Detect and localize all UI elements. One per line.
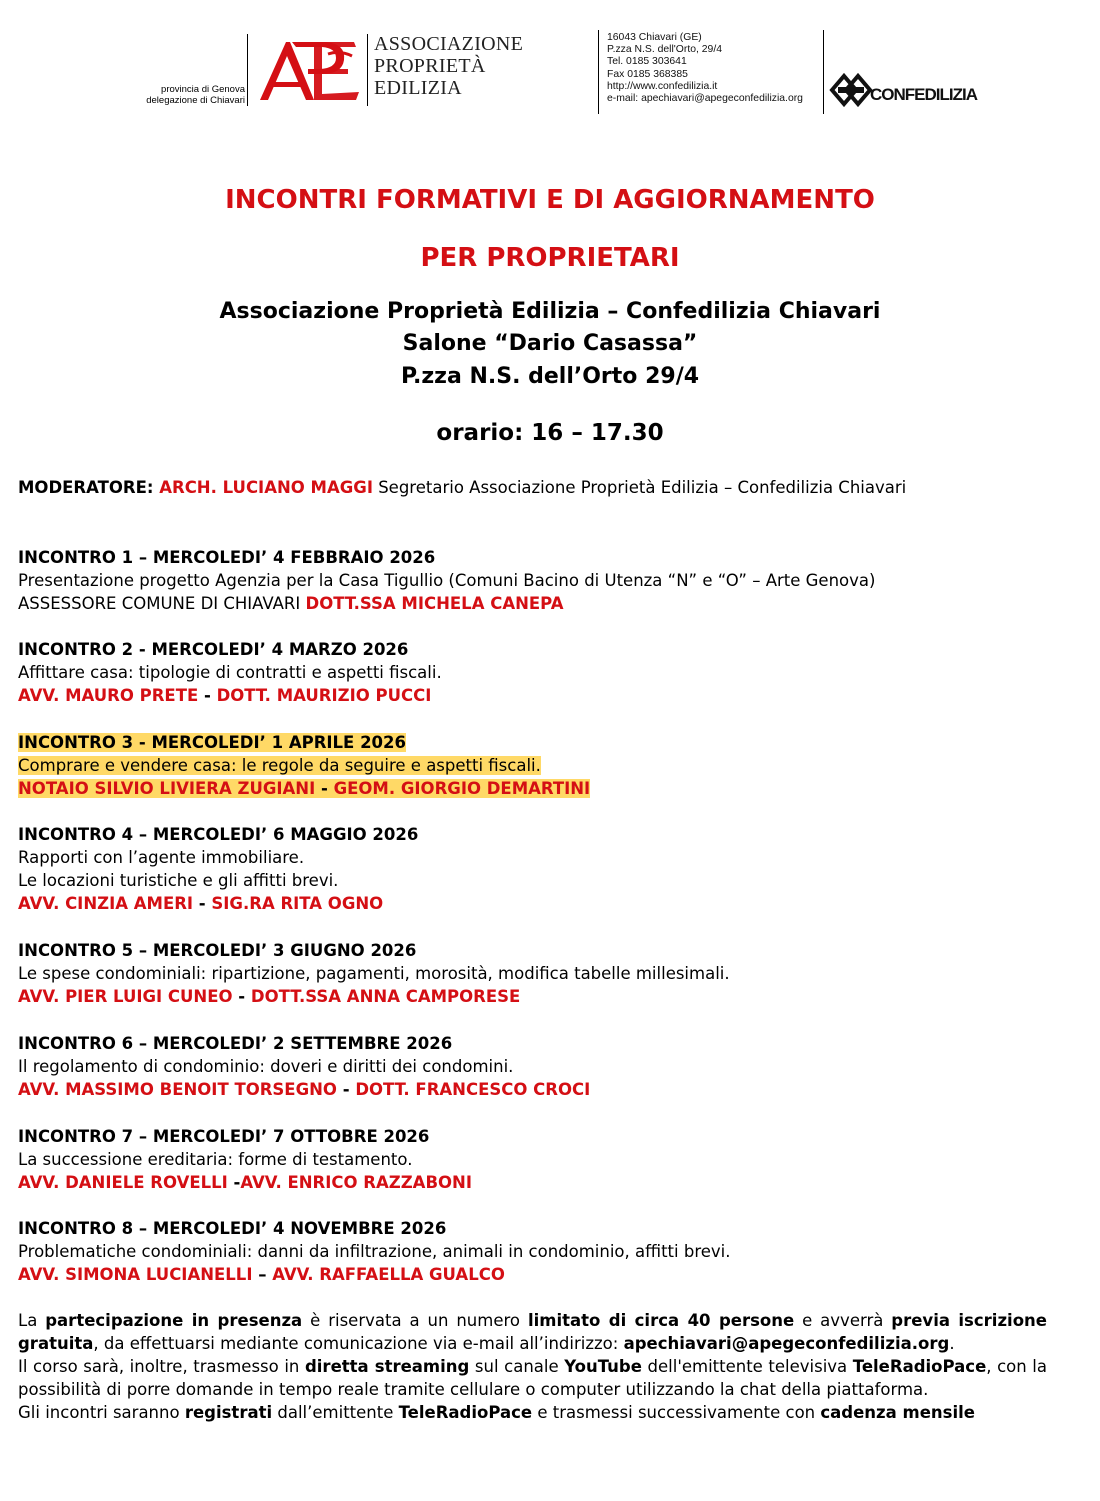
note-text: , da effettuarsi mediante comunicazione via e-mail all’indirizzo: xyxy=(93,1334,624,1353)
contact-street: P.zza N.S. dell'Orto, 29/4 xyxy=(607,44,722,56)
event-7 xyxy=(18,1125,472,1194)
event-6 xyxy=(18,1032,590,1101)
event-4 xyxy=(18,823,418,915)
confedilizia-logo-icon xyxy=(828,70,977,110)
note-text: e avverrà xyxy=(794,1311,892,1330)
event-speaker: AVV. PIER LUIGI CUNEO xyxy=(18,987,233,1006)
event-heading: INCONTRO 2 - MERCOLEDI’ 4 MARZO 2026 xyxy=(18,640,409,659)
assoc-line-2: PROPRIETÀ xyxy=(374,55,486,77)
province-line-1: provincia di Genova xyxy=(161,84,245,95)
event-topic: Le spese condominiali: ripartizione, pagamenti, morosità, modifica tabelle millesimali. xyxy=(18,964,730,983)
note-streaming xyxy=(18,1355,1047,1401)
note-bold: previa iscrizione gratuita xyxy=(18,1311,1047,1353)
event-speaker: DOTT. FRANCESCO CROCI xyxy=(355,1080,591,1099)
event-speaker: SIG.RA RITA OGNO xyxy=(211,894,384,913)
moderator-name: ARCH. LUCIANO MAGGI xyxy=(159,478,373,497)
event-topic: Affittare casa: tipologie di contratti e aspetti fiscali. xyxy=(18,663,442,682)
event-1 xyxy=(18,546,875,615)
note-text: Il corso sarà, inoltre, trasmesso in xyxy=(18,1357,305,1376)
note-text: è riservata a un numero xyxy=(302,1311,528,1330)
event-topic: Problematiche condominiali: danni da infiltrazione, animali in condominio, affitti brevi. xyxy=(18,1242,731,1261)
event-speaker: GEOM. GIORGIO DEMARTINI xyxy=(333,779,591,798)
note-bold: TeleRadioPace xyxy=(852,1357,987,1376)
contact-block xyxy=(607,32,803,105)
letterhead-divider-2 xyxy=(367,34,368,106)
event-5 xyxy=(18,939,730,1008)
event-topic: La successione ereditaria: forme di testamento. xyxy=(18,1150,413,1169)
speaker-separator: - xyxy=(193,894,212,913)
letterhead-divider-3 xyxy=(598,30,599,114)
speaker-separator: - xyxy=(198,686,217,705)
note-text: La xyxy=(18,1311,46,1330)
event-heading: INCONTRO 6 – MERCOLEDI’ 2 SETTEMBRE 2026 xyxy=(18,1034,453,1053)
event-heading: INCONTRO 5 – MERCOLEDI’ 3 GIUGNO 2026 xyxy=(18,941,417,960)
schedule-time: orario: 16 – 17.30 xyxy=(436,420,664,446)
contact-fax: Fax 0185 368385 xyxy=(607,68,688,80)
speaker-separator: - xyxy=(227,1173,241,1192)
note-participation xyxy=(18,1309,1047,1355)
confedilizia-logo-text: CONFEDILIZIA xyxy=(870,85,977,104)
note-bold: diretta streaming xyxy=(304,1357,470,1376)
assoc-line-3: EDILIZIA xyxy=(374,77,462,99)
event-topic: Comprare e vendere casa: le regole da seguire e aspetti fiscali. xyxy=(18,756,541,775)
contact-tel: Tel. 0185 303641 xyxy=(607,56,687,68)
note-bold: YouTube xyxy=(564,1357,642,1376)
note-text: , con la possibilità di porre domande in tempo reale tramite cellulare o computer utilizzando la chat della piattaforma. xyxy=(18,1357,1047,1399)
moderator-label: MODERATORE: xyxy=(18,478,160,497)
note-text: . xyxy=(949,1334,955,1353)
ape-logo-icon xyxy=(256,38,366,106)
association-name xyxy=(374,33,523,99)
assoc-line-1: ASSOCIAZIONE xyxy=(374,33,524,55)
moderator-role: Segretario Associazione Proprietà Edilizia – Confedilizia Chiavari xyxy=(372,478,907,497)
event-topic: Presentazione progetto Agenzia per la Casa Tigullio (Comuni Bacino di Utenza “N” e “O” – Arte Genova) xyxy=(18,571,876,590)
event-speaker: DOTT.SSA ANNA CAMPORESE xyxy=(250,987,521,1006)
event-speaker: DOTT.SSA MICHELA CANEPA xyxy=(305,594,564,613)
event-heading: INCONTRO 8 – MERCOLEDI’ 4 NOVEMBRE 2026 xyxy=(18,1219,447,1238)
event-speaker: AVV. CINZIA AMERI xyxy=(18,894,194,913)
event-heading: INCONTRO 4 – MERCOLEDI’ 6 MAGGIO 2026 xyxy=(18,825,419,844)
note-text: e trasmessi successivamente con xyxy=(532,1403,821,1422)
speaker-separator: - xyxy=(232,987,251,1006)
event-speaker: AVV. RAFFAELLA GUALCO xyxy=(272,1265,505,1284)
email-address: apechiavari@apegeconfedilizia.org xyxy=(623,1334,950,1353)
note-bold: limitato di circa 40 persone xyxy=(527,1311,795,1330)
contact-website: http://www.confedilizia.it xyxy=(607,80,718,92)
contact-email: e-mail: apechiavari@apegeconfedilizia.org xyxy=(607,93,803,105)
event-2 xyxy=(18,638,442,707)
subtitle-line-2: Salone “Dario Casassa” xyxy=(402,331,698,356)
event-speaker: AVV. MASSIMO BENOIT TORSEGNO xyxy=(18,1080,337,1099)
subtitle-line-1: Associazione Proprietà Edilizia – Confedilizia Chiavari xyxy=(219,299,881,324)
event-heading: INCONTRO 1 – MERCOLEDI’ 4 FEBBRAIO 2026 xyxy=(18,548,436,567)
title-line-2: PER PROPRIETARI xyxy=(420,243,680,273)
speaker-separator: – xyxy=(252,1265,273,1284)
moderator-line xyxy=(18,478,906,497)
note-recording xyxy=(18,1401,1047,1424)
note-bold: partecipazione in presenza xyxy=(45,1311,303,1330)
note-text: sul canale xyxy=(469,1357,565,1376)
event-8 xyxy=(18,1217,731,1286)
note-text: Gli incontri saranno xyxy=(18,1403,185,1422)
event-speaker: AVV. MAURO PRETE xyxy=(18,686,199,705)
province-line-2: delegazione di Chiavari xyxy=(146,95,245,106)
event-speaker: AVV. SIMONA LUCIANELLI xyxy=(18,1265,253,1284)
speaker-separator: - xyxy=(315,779,334,798)
note-text: dell'emittente televisiva xyxy=(641,1357,853,1376)
speaker-separator: - xyxy=(336,1080,356,1099)
contact-address: 16043 Chiavari (GE) xyxy=(607,32,702,43)
event-speaker: AVV. ENRICO RAZZABONI xyxy=(240,1173,472,1192)
participation-notes xyxy=(18,1309,1047,1424)
note-bold: cadenza mensile xyxy=(820,1403,975,1422)
event-topic-2: Le locazioni turistiche e gli affitti brevi. xyxy=(18,871,339,890)
letterhead-divider xyxy=(247,34,248,106)
note-bold: TeleRadioPace xyxy=(398,1403,533,1422)
letterhead-divider-4 xyxy=(823,30,824,114)
event-speaker-prefix: ASSESSORE COMUNE DI CHIAVARI xyxy=(18,594,306,613)
title-line-1: INCONTRI FORMATIVI E DI AGGIORNAMENTO xyxy=(225,185,875,215)
letterhead-province xyxy=(142,84,245,106)
event-topic: Rapporti con l’agente immobiliare. xyxy=(18,848,305,867)
event-speaker: NOTAIO SILVIO LIVIERA ZUGIANI xyxy=(18,779,316,798)
event-speaker: DOTT. MAURIZIO PUCCI xyxy=(216,686,432,705)
event-heading: INCONTRO 3 - MERCOLEDI’ 1 APRILE 2026 xyxy=(18,733,406,752)
note-bold: registrati xyxy=(184,1403,273,1422)
note-text: dall’emittente xyxy=(272,1403,399,1422)
subtitle-line-3: P.zza N.S. dell’Orto 29/4 xyxy=(400,364,700,389)
event-speaker: AVV. DANIELE ROVELLI xyxy=(18,1173,228,1192)
event-topic: Il regolamento di condominio: doveri e diritti dei condomini. xyxy=(18,1057,514,1076)
event-heading: INCONTRO 7 – MERCOLEDI’ 7 OTTOBRE 2026 xyxy=(18,1127,430,1146)
event-3-highlighted xyxy=(18,731,590,800)
